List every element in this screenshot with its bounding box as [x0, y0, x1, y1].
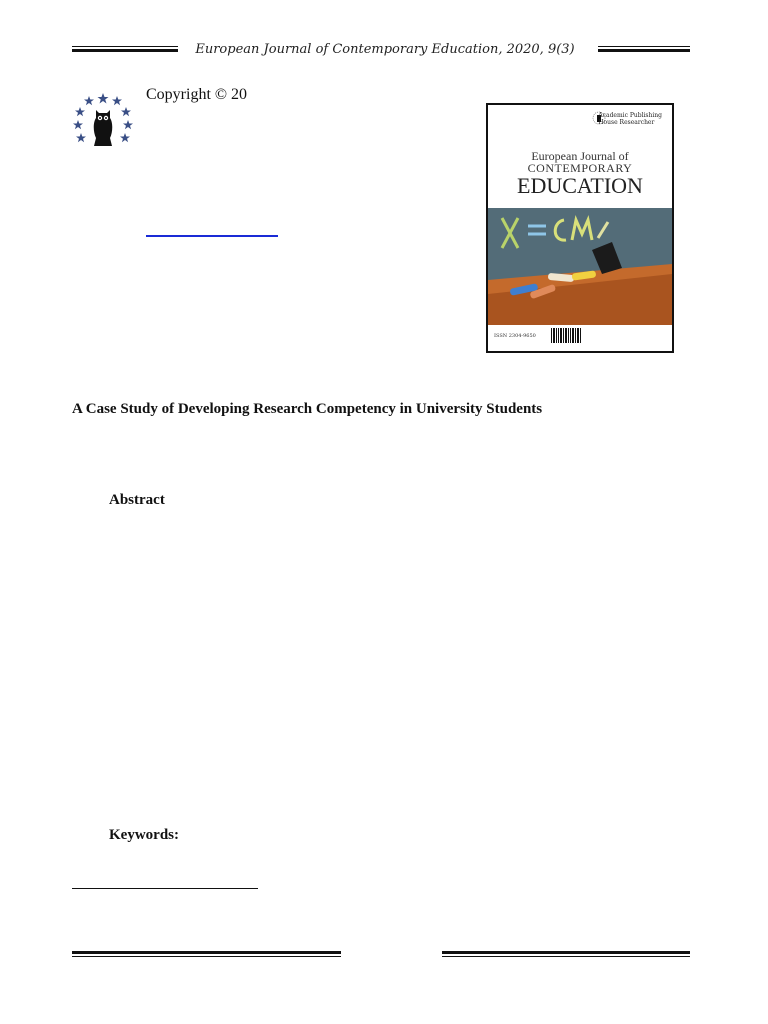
abstract-heading: Abstract	[109, 492, 165, 508]
copyright-text: Copyright © 20	[146, 86, 248, 103]
header-rule-right	[598, 46, 690, 52]
cover-title-line2: CONTEMPORARY	[527, 161, 633, 175]
chalkboard-photo	[488, 208, 672, 325]
article-title: A Case Study of Developing Research Competency in University Students	[72, 401, 543, 417]
hyperlink-underline[interactable]	[146, 235, 278, 237]
cover-title-line1: European Journal of	[531, 149, 629, 163]
journal-cover	[486, 103, 674, 353]
barcode-icon	[550, 327, 582, 347]
cover-publisher-line1: Academic Publishing	[598, 112, 662, 119]
cover-publisher	[598, 112, 662, 126]
running-head: European Journal of Contemporary Education, 2020, 9(3)	[195, 42, 575, 57]
keywords-heading: Keywords:	[109, 827, 179, 843]
cover-publisher-line2: House Researcher	[598, 119, 655, 126]
owl-stars-icon	[72, 92, 134, 150]
header-rule-left	[72, 46, 178, 52]
footnote-rule	[72, 888, 258, 889]
cover-title-line3: EDUCATION	[517, 173, 643, 198]
footer-rule-left	[72, 951, 341, 957]
cover-issn: ISSN 2304-9650	[494, 333, 536, 339]
footer-rule-right	[442, 951, 690, 957]
